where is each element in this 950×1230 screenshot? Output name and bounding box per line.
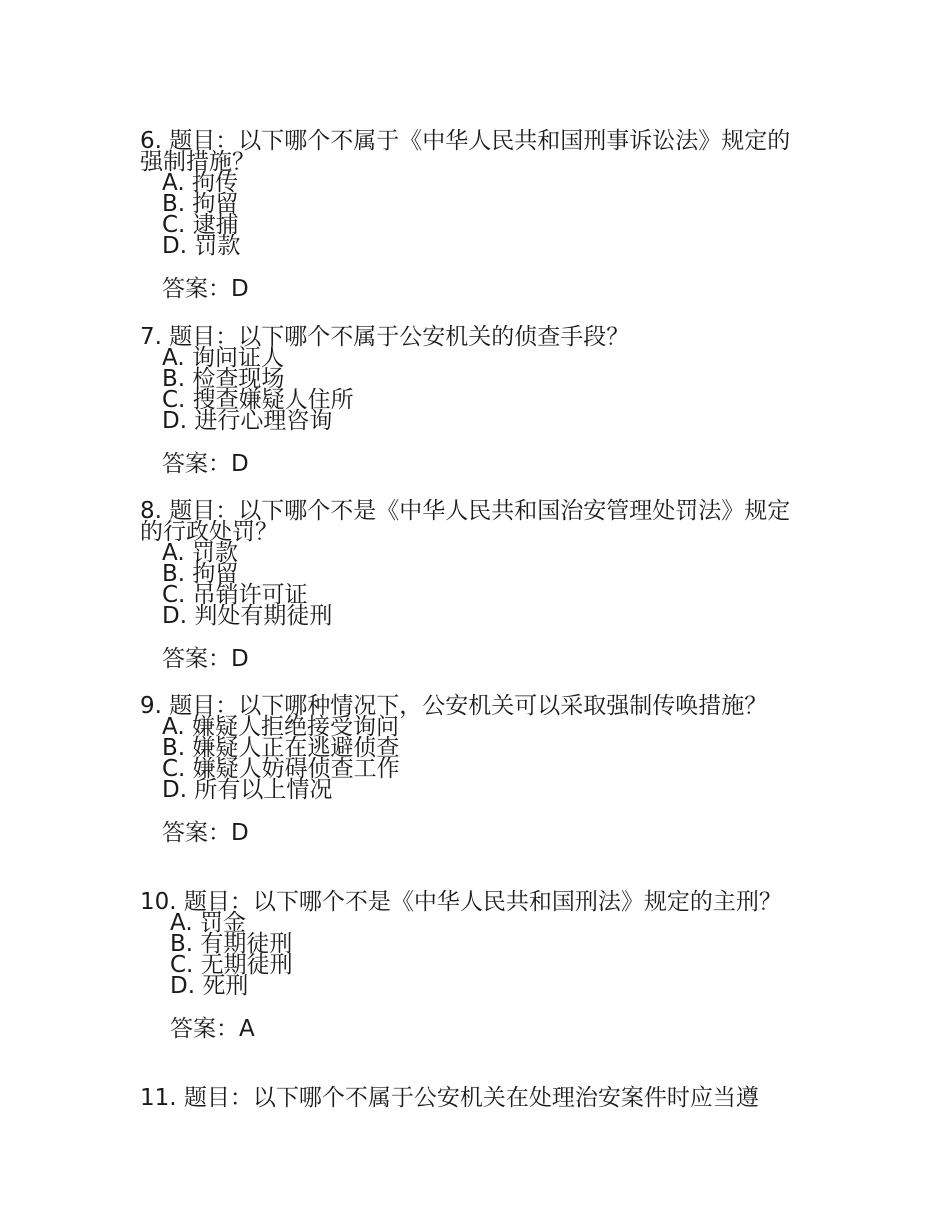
question-block <box>140 324 810 477</box>
question-title: 6. 题目：以下哪个不属于《中华人民共和国刑事诉讼法》规定的强制措施？ <box>140 128 791 175</box>
question-block <box>140 693 810 846</box>
question-title: 9. 题目：以下哪种情况下，公安机关可以采取强制传唤措施？ <box>140 693 768 719</box>
option-c: C. 逮捕 <box>162 212 239 238</box>
option-c: C. 搜查嫌疑人住所 <box>162 387 354 413</box>
answer: 答案：D <box>162 276 249 302</box>
question-block <box>140 498 810 672</box>
answer: 答案：D <box>162 451 249 477</box>
option-b: B. 检查现场 <box>162 366 285 392</box>
answer: 答案：D <box>162 820 249 846</box>
option-a: A. 询问证人 <box>162 345 284 371</box>
option-d: D. 所有以上情况 <box>162 777 333 803</box>
question-block <box>140 889 810 1042</box>
question-block <box>140 128 810 302</box>
option-b: B. 有期徒刑 <box>170 931 293 957</box>
option-d: D. 进行心理咨询 <box>162 408 333 434</box>
option-b: B. 拘留 <box>162 561 239 587</box>
option-a: A. 嫌疑人拒绝接受询问 <box>162 714 399 740</box>
option-c: C. 吊销许可证 <box>162 582 308 608</box>
option-b: B. 嫌疑人正在逃避侦查 <box>162 735 400 761</box>
option-a: A. 罚金 <box>170 910 246 936</box>
option-c: C. 嫌疑人妨碍侦查工作 <box>162 756 400 782</box>
option-a: A. 罚款 <box>162 540 238 566</box>
option-d: D. 判处有期徒刑 <box>162 603 333 629</box>
option-a: A. 拘传 <box>162 170 238 196</box>
question-title: 7. 题目：以下哪个不属于公安机关的侦查手段？ <box>140 324 630 350</box>
option-c: C. 无期徒刑 <box>170 952 293 978</box>
answer: 答案：A <box>170 1016 255 1042</box>
answer: 答案：D <box>162 646 249 672</box>
question-title: 11. 题目：以下哪个不属于公安机关在处理治安案件时应当遵 <box>140 1085 759 1111</box>
question-title: 10. 题目：以下哪个不是《中华人民共和国刑法》规定的主刑？ <box>140 889 782 915</box>
option-d: D. 罚款 <box>162 233 241 259</box>
question-title: 8. 题目：以下哪个不是《中华人民共和国治安管理处罚法》规定的行政处罚？ <box>140 498 791 545</box>
option-b: B. 拘留 <box>162 191 239 217</box>
option-d: D. 死刑 <box>170 973 249 999</box>
question-block <box>140 1085 840 1111</box>
